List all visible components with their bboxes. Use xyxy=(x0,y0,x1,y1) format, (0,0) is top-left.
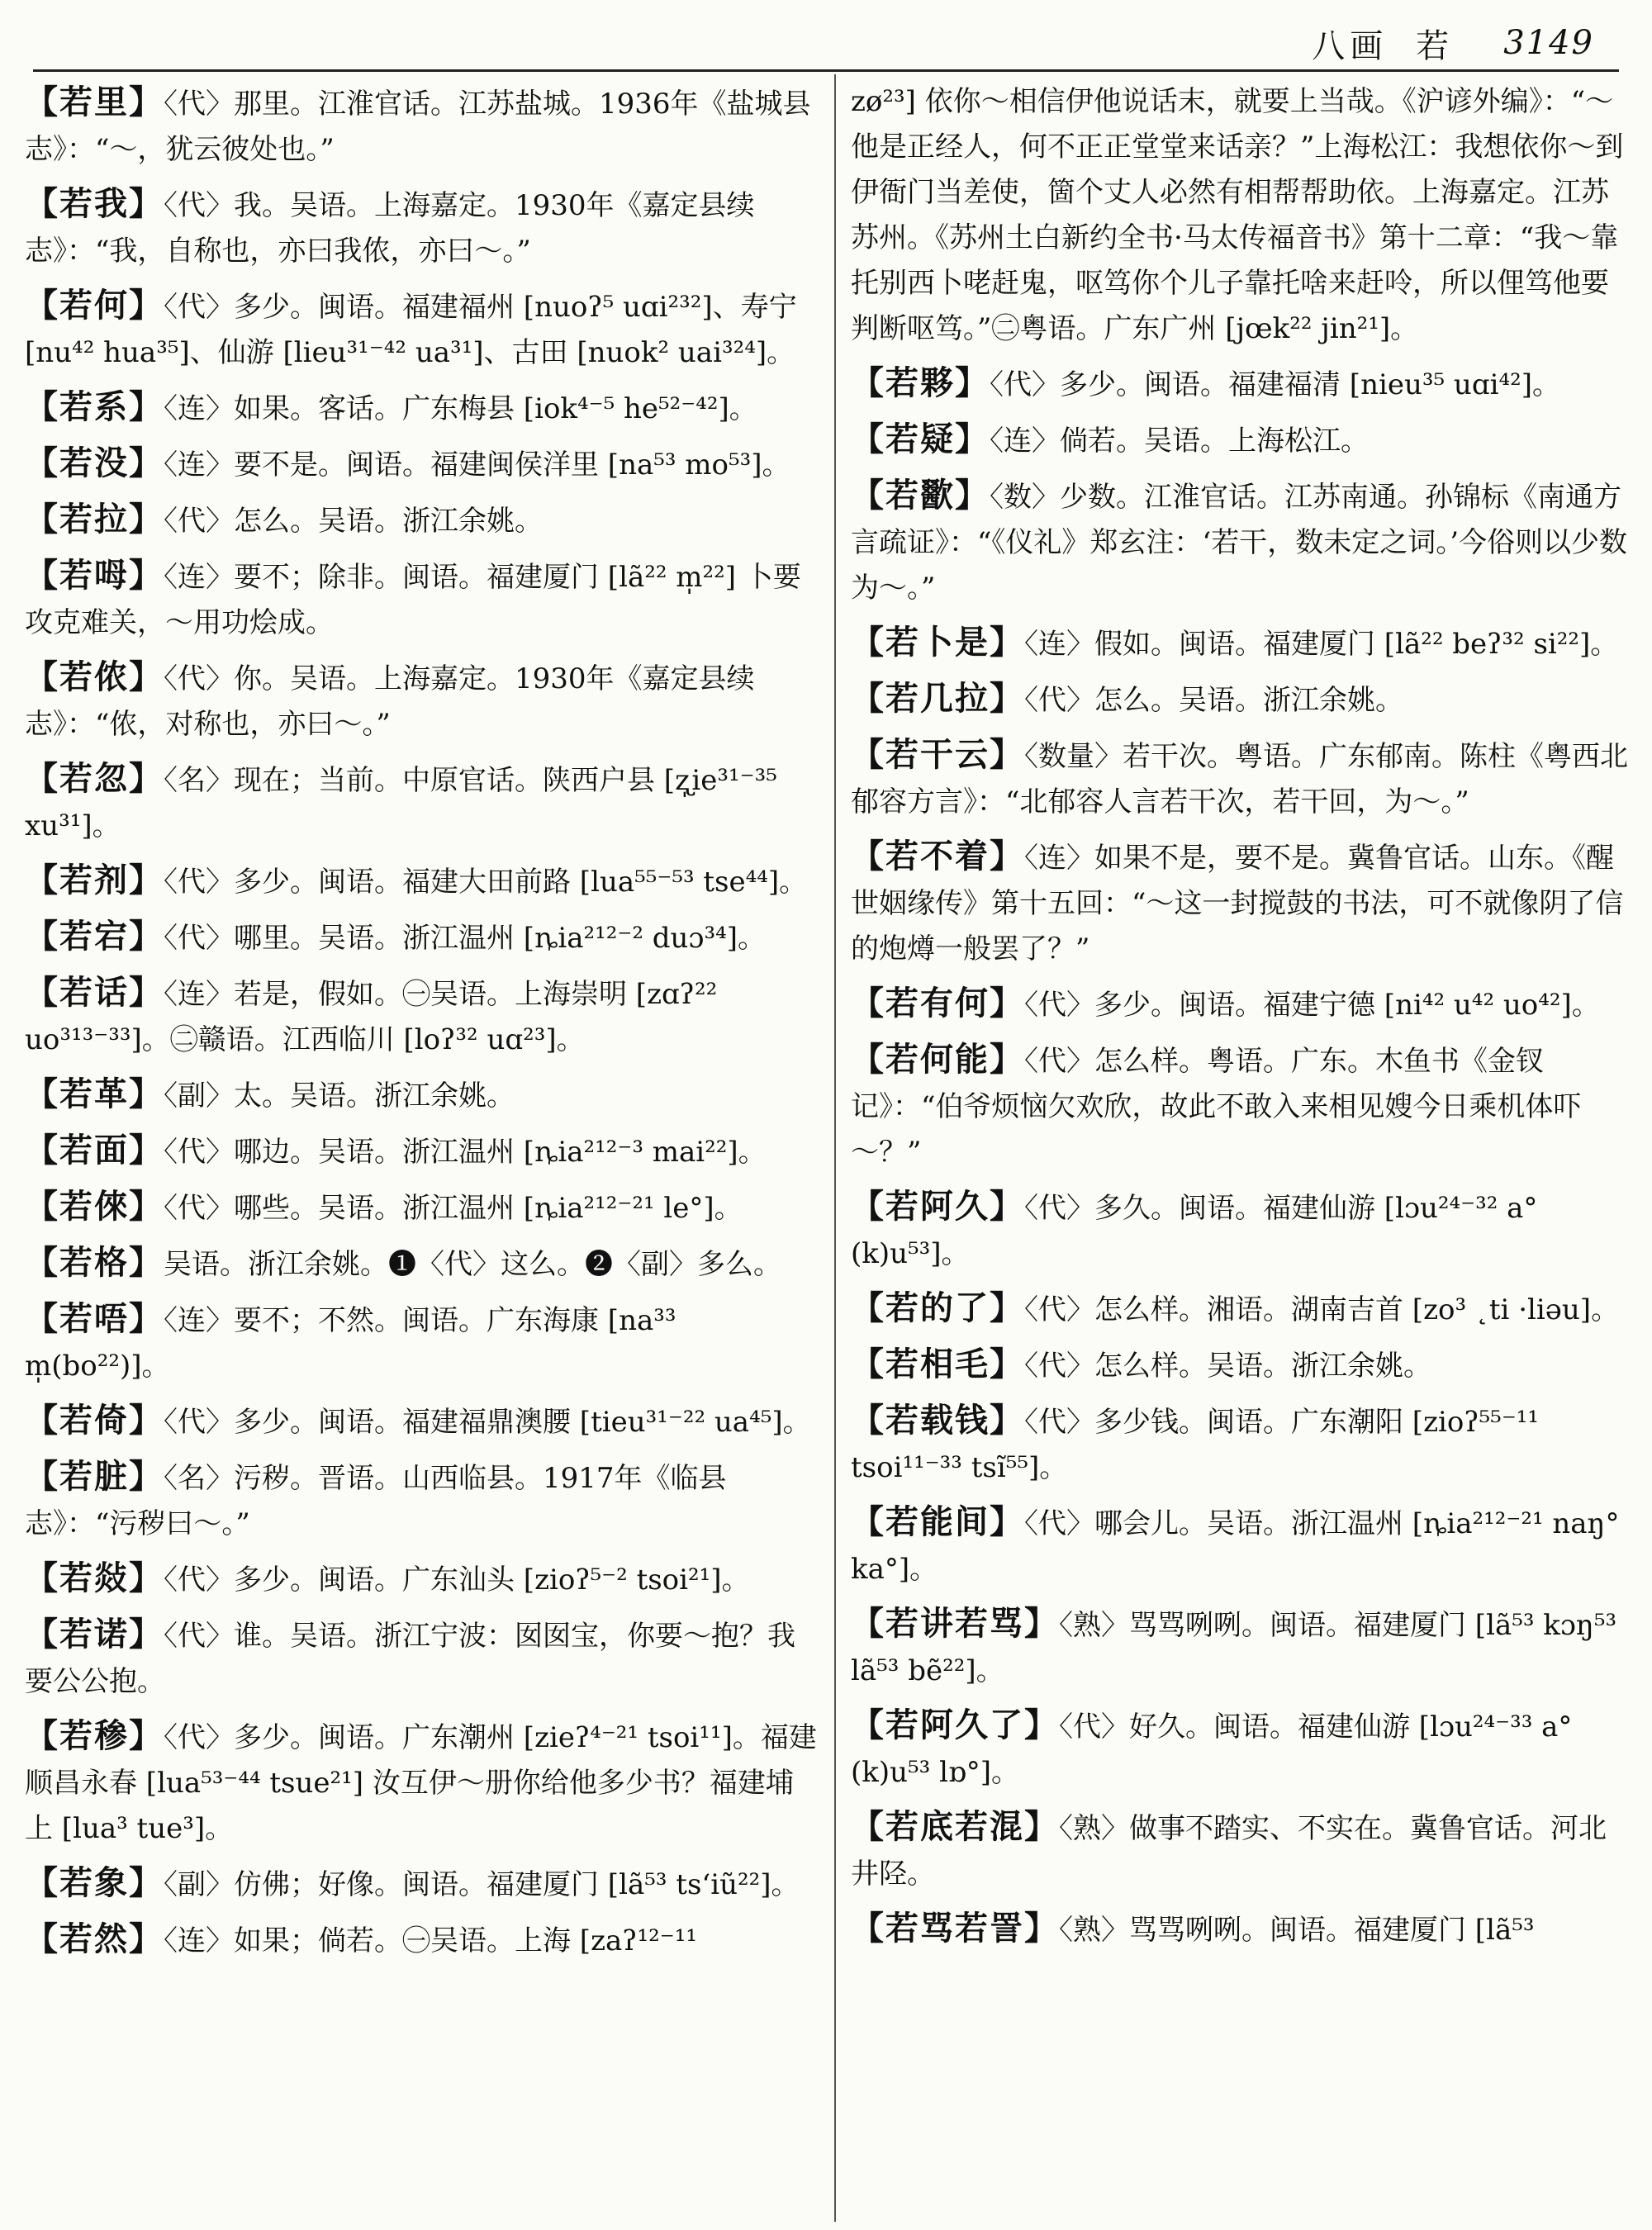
entry-definition: 〈代〉哪边。吴语。浙江温州 [ȵia²¹²⁻³ mai²²]。 xyxy=(164,1136,767,1169)
dictionary-entry xyxy=(851,833,1631,972)
entry-headword: 【若然】 xyxy=(25,1919,164,1958)
entry-definition: 〈代〉多少。闽语。福建大田前路 [lua⁵⁵⁻⁵³ tse⁴⁴]。 xyxy=(164,866,808,899)
entry-headword: 【若没】 xyxy=(25,444,164,482)
entry-headword: 【若脏】 xyxy=(25,1457,164,1496)
entry-definition: 〈代〉哪些。吴语。浙江温州 [ȵia²¹²⁻²¹ le°]。 xyxy=(164,1192,743,1225)
dictionary-entry xyxy=(851,1341,1631,1389)
entry-definition: 〈数量〉若干次。粤语。广东郁南。陈柱《粤西北郁容方言》：“北郁容人言若干次，若干回，为～。” xyxy=(851,740,1628,818)
entry-headword: 【若何能】 xyxy=(851,1040,1024,1079)
entry-headword: 【若底若混】 xyxy=(851,1807,1059,1846)
dictionary-entry xyxy=(25,384,818,432)
dictionary-entry xyxy=(851,619,1631,667)
entry-definition: 〈副〉仿佛；好像。闽语。福建厦门 [lã⁵³ tsʻiũ²²]。 xyxy=(164,1868,800,1901)
entry-definition: 〈代〉我。吴语。上海嘉定。1930年《嘉定县续志》：“我，自称也，亦曰我侬，亦曰～。” xyxy=(25,189,755,268)
entry-definition: 〈连〉若是，假如。㊀吴语。上海崇明 [zɑʔ²² uo³¹³⁻³³]。㊁赣语。江西临川 [loʔ³² uɑ²³]。 xyxy=(25,978,718,1056)
entry-definition: 〈代〉多少。闽语。福建福清 [nieu³⁵ uɑi⁴²]。 xyxy=(990,368,1560,401)
entry-headword: 【若唔】 xyxy=(25,1299,164,1338)
entry-headword: 【若歠】 xyxy=(851,476,990,515)
entry-definition: 〈连〉假如。闽语。福建厦门 [lã²² beʔ³² si²²]。 xyxy=(1024,628,1619,661)
page-header xyxy=(50,18,1594,68)
dictionary-entry xyxy=(25,553,818,646)
dictionary-entry xyxy=(851,1804,1631,1897)
dictionary-entry xyxy=(25,1184,818,1231)
dictionary-entry xyxy=(851,1499,1631,1592)
entry-headword: 【若相毛】 xyxy=(851,1345,1024,1383)
dictionary-entry xyxy=(25,654,818,747)
entry-headword: 【若剂】 xyxy=(25,861,164,899)
dictionary-entry xyxy=(25,1296,818,1389)
entry-definition: 〈名〉污秽。晋语。山西临县。1917年《临县志》：“污秽曰～。” xyxy=(25,1462,727,1540)
dictionary-entry xyxy=(851,79,1631,352)
dictionary-entry xyxy=(851,732,1631,825)
entry-headword: 【若革】 xyxy=(25,1075,164,1113)
entry-headword: 【若几拉】 xyxy=(851,679,1024,718)
entry-headword: 【若敥】 xyxy=(25,1559,164,1597)
entry-headword: 【若有何】 xyxy=(851,984,1024,1022)
dictionary-entry xyxy=(851,416,1631,464)
dictionary-entry xyxy=(25,1240,818,1288)
dictionary-entry xyxy=(25,756,818,849)
entry-definition: 〈代〉怎么。吴语。浙江余姚。 xyxy=(1024,684,1403,717)
entry-definition: 〈代〉哪里。吴语。浙江温州 [ȵia²¹²⁻² duɔ³⁴]。 xyxy=(164,922,766,955)
entry-headword: 【若䅟】 xyxy=(25,1716,164,1755)
entry-definition: 吴语。浙江余姚。❶〈代〉这么。❷〈副〉多么。 xyxy=(164,1248,781,1281)
entry-headword: 【若何】 xyxy=(25,286,164,325)
dictionary-entry xyxy=(25,970,818,1063)
entry-definition: 〈熟〉骂骂咧咧。闽语。福建厦门 [lã⁵³ xyxy=(1059,1914,1535,1947)
entry-definition: 〈代〉多少。闽语。广东汕头 [zioʔ⁵⁻² tsoi²¹]。 xyxy=(164,1563,750,1597)
dictionary-entry xyxy=(851,472,1631,611)
dictionary-entry xyxy=(25,857,818,905)
entry-headword: 【若疑】 xyxy=(851,420,990,458)
entry-definition: 〈熟〉骂骂咧咧。闽语。福建厦门 [lã⁵³ kɔŋ⁵³ lã⁵³ bẽ²²]。 xyxy=(851,1609,1617,1687)
dictionary-entry xyxy=(25,1611,818,1705)
dictionary-entry xyxy=(25,1071,818,1119)
entry-headword: 【若话】 xyxy=(25,973,164,1012)
entry-definition: 〈代〉怎么样。粤语。广东。木鱼书《金钗记》：“伯爷烦恼欠欢欣，故此不敢入来相见嫂今日乘机体吓～？” xyxy=(851,1045,1582,1169)
dictionary-entry xyxy=(25,79,818,173)
entry-definition: 〈代〉怎么。吴语。浙江余姚。 xyxy=(164,505,543,538)
entry-headword: 【若骂若詈】 xyxy=(851,1909,1059,1948)
dictionary-entry xyxy=(25,1555,818,1603)
dictionary-entry xyxy=(25,1454,818,1547)
dictionary-entry xyxy=(25,913,818,961)
entry-headword: 【若系】 xyxy=(25,387,164,426)
dictionary-entry xyxy=(851,1184,1631,1277)
dictionary-entry xyxy=(25,282,818,376)
entry-definition: 〈连〉倘若。吴语。上海松江。 xyxy=(990,425,1369,458)
dictionary-entry xyxy=(851,1702,1631,1796)
entry-definition: 〈代〉多少钱。闽语。广东潮阳 [zioʔ⁵⁵⁻¹¹ tsoi¹¹⁻³³ tsĩ⁵⁵]。 xyxy=(851,1406,1540,1484)
entry-definition: 〈连〉如果不是，要不是。冀鲁官话。山东。《醒世姻缘传》第十五回：“～这一封搅鼓的书法，可不就像阴了信的炮燇一般罢了？” xyxy=(851,842,1624,966)
entry-definition: 〈代〉多久。闽语。福建仙游 [lɔu²⁴⁻³² a° (k)u⁵³]。 xyxy=(851,1192,1538,1270)
entry-definition: 〈代〉怎么样。吴语。浙江余姚。 xyxy=(1024,1350,1431,1383)
entry-headword: 【若面】 xyxy=(25,1131,164,1170)
entry-headword: 【若干云】 xyxy=(851,735,1024,774)
dictionary-entry xyxy=(25,496,818,544)
column-divider xyxy=(834,74,836,2222)
entry-definition: 〈代〉你。吴语。上海嘉定。1930年《嘉定县续志》：“侬，对称也，亦曰～。” xyxy=(25,662,755,741)
entry-headword: 【若我】 xyxy=(25,184,164,223)
entry-definition: 〈连〉要不是。闽语。福建闽侯洋里 [na⁵³ mo⁵³]。 xyxy=(164,448,790,482)
entry-definition: 〈连〉要不；除非。闽语。福建厦门 [lã²² m̩²²] 卜要攻克难关，～用功烩成。 xyxy=(25,561,801,639)
entry-definition: 〈代〉怎么样。湘语。湖南吉首 [zo³ ˛ti ·liəu]。 xyxy=(1024,1293,1620,1326)
right-column xyxy=(851,79,1631,2213)
entry-definition: 〈代〉多少。闽语。广东潮州 [zieʔ⁴⁻²¹ tsoi¹¹]。福建顺昌永春 [lua⁵³⁻⁴⁴ tsue²¹] 汝互伊～册你给他多少书？福建埔上 [lua³ tue³]。 xyxy=(25,1721,817,1845)
entry-definition: zø²³] 依你～相信伊他说话末，就要上当哉。《沪谚外编》：“～他是正经人，何不正正堂堂来话亲？”上海松江：我想依你～到伊衙门当差使，箇个丈人必然有相帮帮助依。上海嘉定。江苏苏州。《苏州土白新约全书·马太传福音书》第十二章：“我～靠托别西卜咾赶鬼，呕笃你个儿子靠托啥来赶呤，所以俚笃他要判断呕笃。”㊁粤语。广东广州 [jœk²² jin²¹]。 xyxy=(851,85,1624,345)
entry-headword: 【若载钱】 xyxy=(851,1401,1024,1440)
entry-definition: 〈代〉谁。吴语。浙江宁波：囡囡宝，你要～抱？我要公公抱。 xyxy=(25,1620,795,1698)
entry-headword: 【若里】 xyxy=(25,83,164,121)
entry-headword: 【若诺】 xyxy=(25,1615,164,1654)
entry-definition: 〈连〉如果。客话。广东梅县 [iok⁴⁻⁵ he⁵²⁻⁴²]。 xyxy=(164,392,757,425)
dictionary-entry xyxy=(851,1397,1631,1491)
index-character: 若 xyxy=(1416,26,1455,65)
entry-headword: 【若卜是】 xyxy=(851,623,1024,662)
entry-headword: 【若夥】 xyxy=(851,363,990,402)
entry-definition: 〈代〉那里。江淮官话。江苏盐城。1936年《盐城县志》：“～，犹云彼处也。” xyxy=(25,88,811,166)
entry-definition: 〈名〉现在；当前。中原官话。陕西户县 [ʐ̩ie³¹⁻³⁵ xu³¹]。 xyxy=(25,764,777,842)
left-column xyxy=(25,79,818,2213)
dictionary-entry xyxy=(851,1037,1631,1175)
entry-headword: 【若的了】 xyxy=(851,1288,1024,1327)
dictionary-entry xyxy=(851,980,1631,1028)
entry-definition: 〈连〉要不；不然。闽语。广东海康 [na³³ m̩(bo²²)]。 xyxy=(25,1304,676,1383)
dictionary-entry xyxy=(25,181,818,274)
page-number: 3149 xyxy=(1503,24,1594,62)
dictionary-entry xyxy=(25,1713,818,1852)
entry-definition: 〈数〉少数。江淮官话。江苏南通。孙锦标《南通方言疏证》：“《仪礼》郑玄注：‘若干，数未定之词。’今俗则以少数为～。” xyxy=(851,481,1627,605)
entry-definition: 〈代〉多少。闽语。福建宁德 [ni⁴² u⁴² uo⁴²]。 xyxy=(1024,989,1600,1022)
entry-headword: 【若阿久了】 xyxy=(851,1706,1059,1744)
entry-definition: 〈代〉多少。闽语。福建福鼎澳腰 [tieu³¹⁻²² ua⁴⁵]。 xyxy=(164,1406,811,1439)
header-rule xyxy=(33,69,1619,72)
entry-headword: 【若格】 xyxy=(25,1243,164,1282)
entry-headword: 【若讲若骂】 xyxy=(851,1604,1059,1643)
entry-definition: 〈连〉如果；倘若。㊀吴语。上海 [zaʔ¹²⁻¹¹ xyxy=(164,1924,697,1957)
entry-headword: 【若忽】 xyxy=(25,759,164,798)
entry-headword: 【若宕】 xyxy=(25,917,164,956)
entry-headword: 【若不着】 xyxy=(851,837,1024,875)
dictionary-entry xyxy=(851,1905,1631,1953)
dictionary-entry xyxy=(25,1397,818,1445)
entry-headword: 【若象】 xyxy=(25,1863,164,1902)
entry-definition: 〈代〉多少。闽语。福建福州 [nuoʔ⁵ uɑi²³²]、寿宁 [nu⁴² hua³⁵]、仙游 [lieu³¹⁻⁴² ua³¹]、古田 [nuok² uai³²⁴]。 xyxy=(25,291,797,369)
entry-definition: 〈代〉好久。闽语。福建仙游 [lɔu²⁴⁻³³ a° (k)u⁵³ lɒ°]。 xyxy=(851,1710,1573,1789)
entry-definition: 〈副〉太。吴语。浙江余姚。 xyxy=(164,1079,515,1113)
entry-headword: 【若倚】 xyxy=(25,1401,164,1440)
entry-headword: 【若倈】 xyxy=(25,1187,164,1226)
dictionary-entry xyxy=(851,1285,1631,1333)
dictionary-entry xyxy=(25,440,818,488)
section-label: 八画 xyxy=(1312,26,1389,65)
dictionary-entry xyxy=(851,360,1631,408)
entry-headword: 【若能间】 xyxy=(851,1502,1024,1541)
dictionary-entry xyxy=(25,1916,818,1964)
entry-headword: 【若阿久】 xyxy=(851,1187,1024,1226)
entry-headword: 【若拉】 xyxy=(25,500,164,539)
dictionary-entry xyxy=(25,1127,818,1175)
entry-definition: 〈代〉哪会儿。吴语。浙江温州 [ȵia²¹²⁻²¹ naŋ° ka°]。 xyxy=(851,1507,1620,1586)
dictionary-entry xyxy=(25,1860,818,1908)
entry-headword: 【若呣】 xyxy=(25,556,164,595)
entry-headword: 【若侬】 xyxy=(25,657,164,696)
entry-definition: 〈熟〉做事不踏实、不实在。冀鲁官话。河北井陉。 xyxy=(851,1812,1607,1891)
dictionary-entry xyxy=(851,1601,1631,1694)
dictionary-entry xyxy=(851,676,1631,724)
